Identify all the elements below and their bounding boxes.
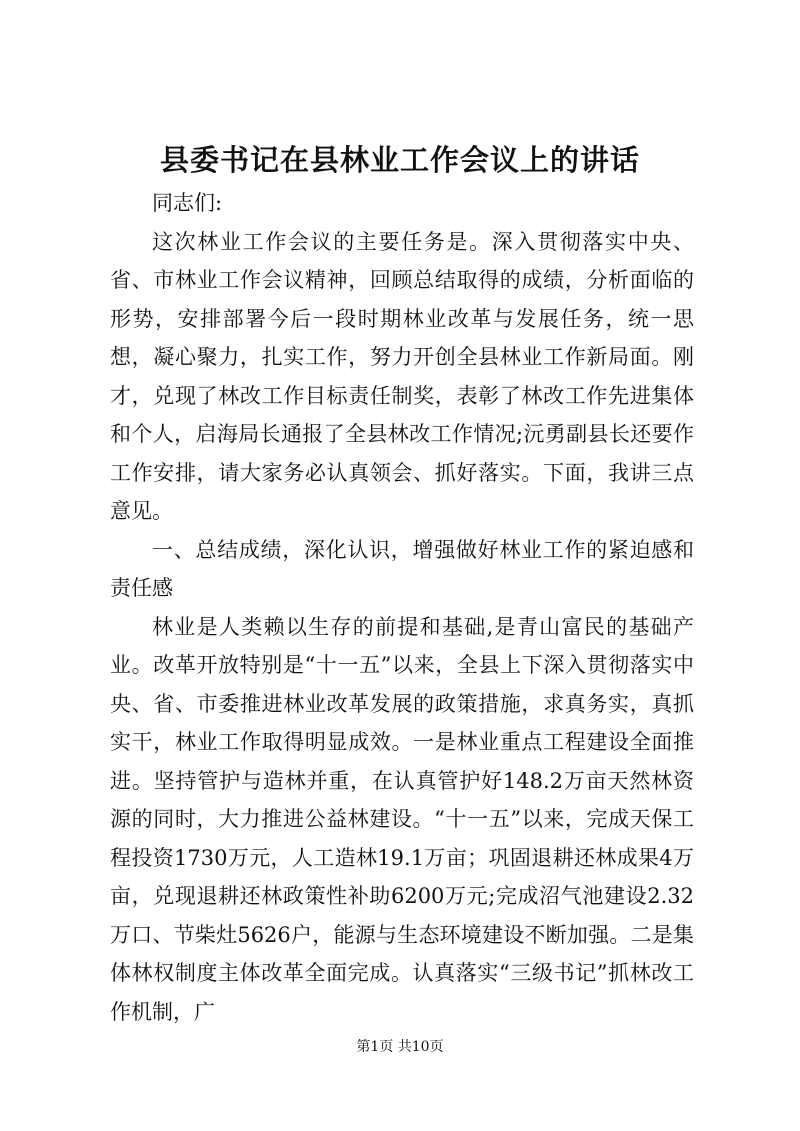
paragraph-achievements: 林业是人类赖以生存的前提和基础,是青山富民的基础产业。改革开放特别是“十一五”以来，全县上下深入贯彻落实中央、省、市委推进林业改革发展的政策措施，求真务实，真抓实干，林业工作取得明显成效。一是林业重点工程建设全面推进。坚持管护与造林并重，在认真管护好148.2万亩天然林资源的同时，大力推进公益林建设。“十一五”以来，完成天保工程投资1730万元，人工造林19.1万亩；巩固退耕还林成果4万亩，兑现退耕还林政策性补助6200万元;完成沼气池建设2.32万口、节柴灶5626户，能源与生态环境建设不断加强。二是集体林权制度主体改革全面完成。认真落实“三级书记”抓林改工作机制，广	[110, 614, 694, 1024]
paragraph-intro: 这次林业工作会议的主要任务是。深入贯彻落实中央、省、市林业工作会议精神，回顾总结取得的成绩，分析面临的形势，安排部署今后一段时期林业改革与发展任务，统一思想，凝心聚力，扎实工作，努力开创全县林业工作新局面。刚才，兑现了林改工作目标责任制奖，表彰了林改工作先进集体和个人，启海局长通报了全县林改工作情况;沅勇副县长还要作工作安排，请大家务必认真领会、抓好落实。下面，我讲三点意见。	[110, 229, 694, 523]
document-body	[110, 184, 694, 1031]
document-title: 县委书记在县林业工作会议上的讲话	[159, 143, 640, 177]
salutation: 同志们:	[152, 191, 223, 215]
section-heading-1: 一、总结成绩，深化认识，增强做好林业工作的紧迫感和责任感	[110, 537, 694, 600]
page-number-footer: 第1页 共10页	[356, 1039, 444, 1055]
